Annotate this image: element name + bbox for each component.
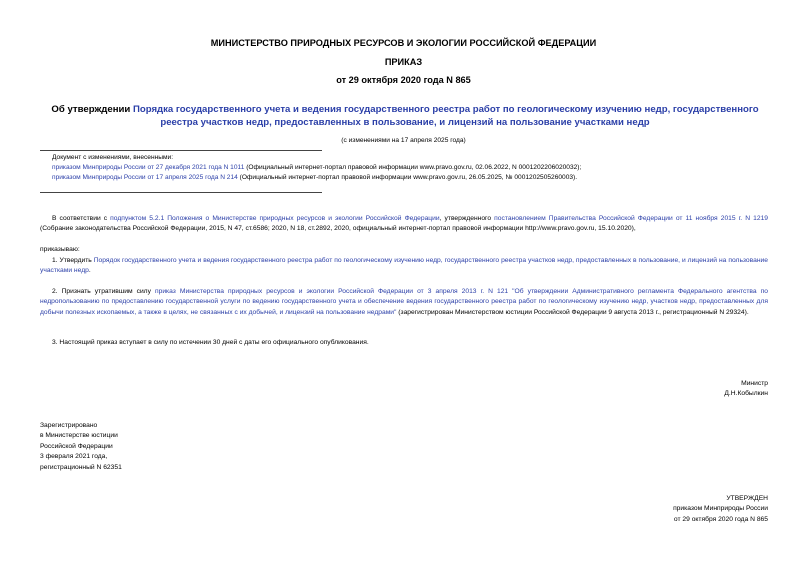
changes-intro: Документ с изменениями, внесенными: bbox=[52, 154, 174, 161]
preamble-link-decree[interactable]: постановлением Правительства Российской Федерации от 11 ноября 2015 г. N 1219 bbox=[494, 215, 769, 222]
paragraph-1 bbox=[40, 256, 768, 277]
registration-line: Российской Федерации bbox=[40, 442, 113, 450]
preamble-text: В соответствии с bbox=[52, 215, 111, 222]
registration-line: регистрационный N 62351 bbox=[40, 463, 122, 471]
approved-block bbox=[560, 494, 768, 525]
registration-line: Зарегистрировано bbox=[40, 422, 98, 429]
change-item bbox=[52, 163, 772, 173]
change-details-2025: (Официальный интернет-портал правовой информации www.pravo.gov.ru, 26.05.2025, № 0001202505260003). bbox=[237, 174, 578, 181]
change-link-2025[interactable]: приказом Минприроды России от 17 апреля 2025 года N 214 bbox=[52, 174, 238, 181]
registration-block bbox=[40, 421, 260, 473]
paragraph-2-text: (зарегистрирован Министерством юстиции Российской Федерации 9 августа 2013 г., регистрационный N 29324). bbox=[396, 308, 749, 316]
signature-name: Д.Н.Кобылкин bbox=[724, 390, 768, 398]
approved-line: приказом Минприроды России bbox=[673, 505, 768, 513]
bottom-divider bbox=[40, 192, 322, 193]
approved-line: УТВЕРЖДЕН bbox=[726, 495, 768, 502]
paragraph-2 bbox=[40, 287, 768, 318]
order-word: приказываю: bbox=[40, 246, 80, 253]
preamble-paragraph bbox=[40, 214, 768, 235]
doc-type-heading: ПРИКАЗ bbox=[384, 57, 423, 67]
preamble-text: (Собрание законодательства Российской Федерации, 2015, N 47, ст.6586; 2020, N 18, ст.2892, 2020, официальный интернет-портал правовой информации http://www.pravo.gov.ru, 15.10.2020), bbox=[40, 225, 636, 233]
signature-block bbox=[560, 379, 768, 400]
paragraph-3: 3. Настоящий приказ вступает в силу по истечении 30 дней с даты его официального опубликования. bbox=[52, 339, 369, 346]
title-prefix: Об утверждении bbox=[51, 104, 133, 115]
doc-date-heading: от 29 октября 2020 года N 865 bbox=[336, 75, 471, 85]
paragraph-1-text: . bbox=[88, 267, 91, 275]
ministry-heading: МИНИСТЕРСТВО ПРИРОДНЫХ РЕСУРСОВ И ЭКОЛОГИИ РОССИЙСКОЙ ФЕДЕРАЦИИ bbox=[210, 38, 597, 48]
title-link[interactable]: Порядка государственного учета и ведения государственного реестра работ по геологическому изучению недр, государственного реестра участков недр, предоставленных в пользование, и лицензий на пользование участками недр bbox=[132, 104, 759, 128]
paragraph-2-link[interactable]: приказ Министерства природных ресурсов и экологии Российской Федерации от 3 апреля 2013 г. N 121 "Об утверждении Административного регламента Федерального агентства по недропользованию по предоставлению государственной услуги по ведению государственного учета и обеспечение ведения государственного реестра работ по геологическому изучению недр, участков недр, предоставленных для добычи полезных ископаемых, а также в целях, не связанных с их добычей, и лицензий на пользование недрами" bbox=[40, 288, 768, 316]
paragraph-2-text: 2. Признать утратившим силу bbox=[52, 288, 155, 295]
approved-line: от 29 октября 2020 года N 865 bbox=[673, 515, 768, 523]
amended-note: (с изменениями на 17 апреля 2025 года) bbox=[341, 137, 466, 144]
preamble-text: , утвержденного bbox=[439, 215, 495, 222]
changes-block bbox=[52, 153, 772, 183]
signature-position: Министр bbox=[741, 380, 768, 387]
document-title bbox=[50, 103, 760, 129]
registration-line: в Министерстве юстиции bbox=[40, 432, 118, 440]
change-link-2021[interactable]: приказом Минприроды России от 27 декабря 2021 года N 1011 bbox=[52, 164, 245, 171]
registration-line: 3 февраля 2021 года, bbox=[40, 453, 108, 461]
paragraph-1-link[interactable]: Порядок государственного учета и ведения государственного реестра работ по геологическому изучению недр, государственного реестра участков недр, предоставленных в пользование, и лицензий на пользование участками недр bbox=[40, 257, 768, 275]
change-item bbox=[52, 173, 772, 183]
paragraph-1-text: 1. Утвердить bbox=[52, 257, 94, 264]
preamble-link-regulation[interactable]: подпунктом 5.2.1 Положения о Министерстве природных ресурсов и экологии Российской Федерации bbox=[110, 215, 440, 222]
change-details-2021: (Официальный интернет-портал правовой информации www.pravo.gov.ru, 02.06.2022, N 0001202206020032); bbox=[244, 164, 582, 171]
top-divider bbox=[40, 150, 322, 151]
